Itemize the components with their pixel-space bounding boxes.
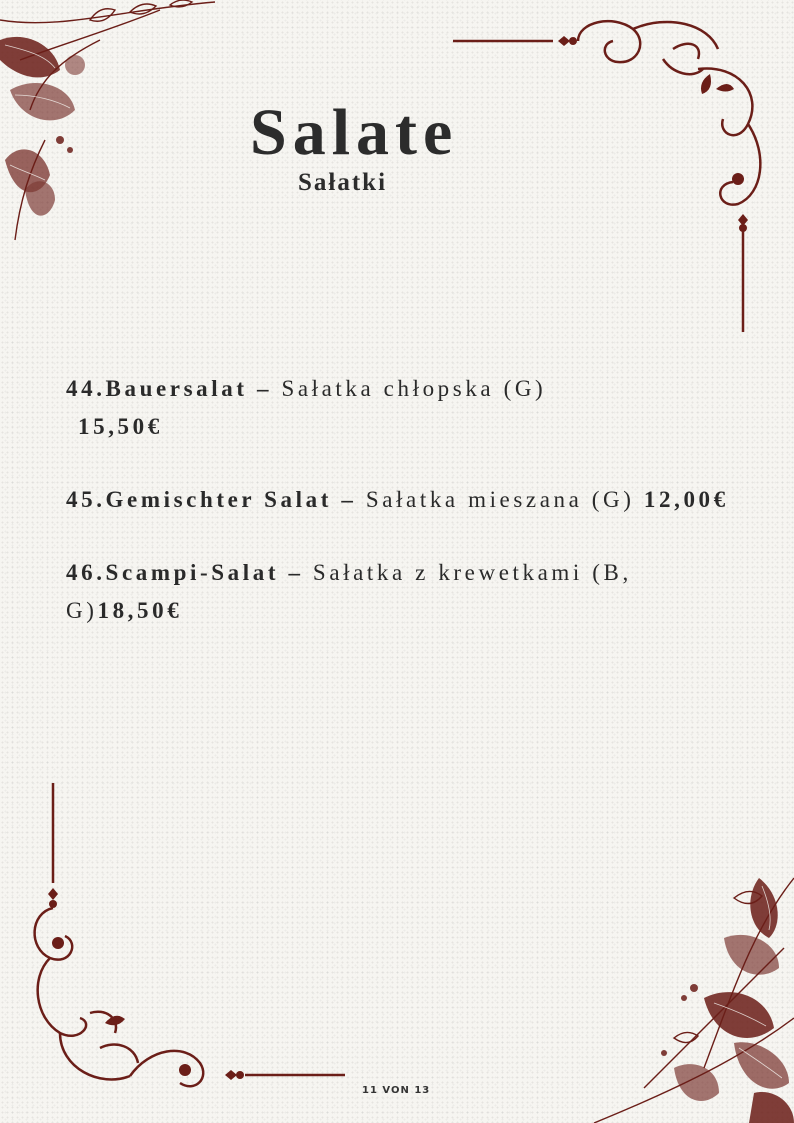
- menu-item: [66, 370, 756, 446]
- scroll-corner-icon: [20, 778, 350, 1103]
- item-name: 46.Scampi-Salat: [66, 560, 280, 585]
- item-name: 44.Bauersalat: [66, 376, 248, 401]
- item-description: Sałatka mieszana (G): [365, 487, 635, 512]
- menu-item: [66, 481, 756, 519]
- item-description: Sałatka z krewetkami (B, G): [66, 560, 632, 623]
- floral-ornament-icon: [0, 0, 230, 250]
- page-title: Salate: [250, 96, 459, 169]
- item-separator: –: [256, 376, 273, 401]
- item-price: 15,50€: [78, 414, 163, 439]
- item-name: 45.Gemischter Salat: [66, 487, 332, 512]
- item-price: 18,50€: [97, 598, 183, 623]
- menu-list: [66, 370, 756, 665]
- item-description: Sałatka chłopska (G): [281, 376, 547, 401]
- page-subtitle: Sałatki: [298, 169, 388, 196]
- floral-ornament-icon: [584, 868, 794, 1123]
- item-separator: –: [341, 487, 357, 512]
- scroll-corner-icon: [448, 14, 778, 339]
- item-separator: –: [288, 560, 304, 585]
- item-price: 12,00€: [643, 487, 729, 512]
- menu-item: [66, 554, 756, 630]
- page-indicator: 11 VON 13: [362, 1085, 431, 1096]
